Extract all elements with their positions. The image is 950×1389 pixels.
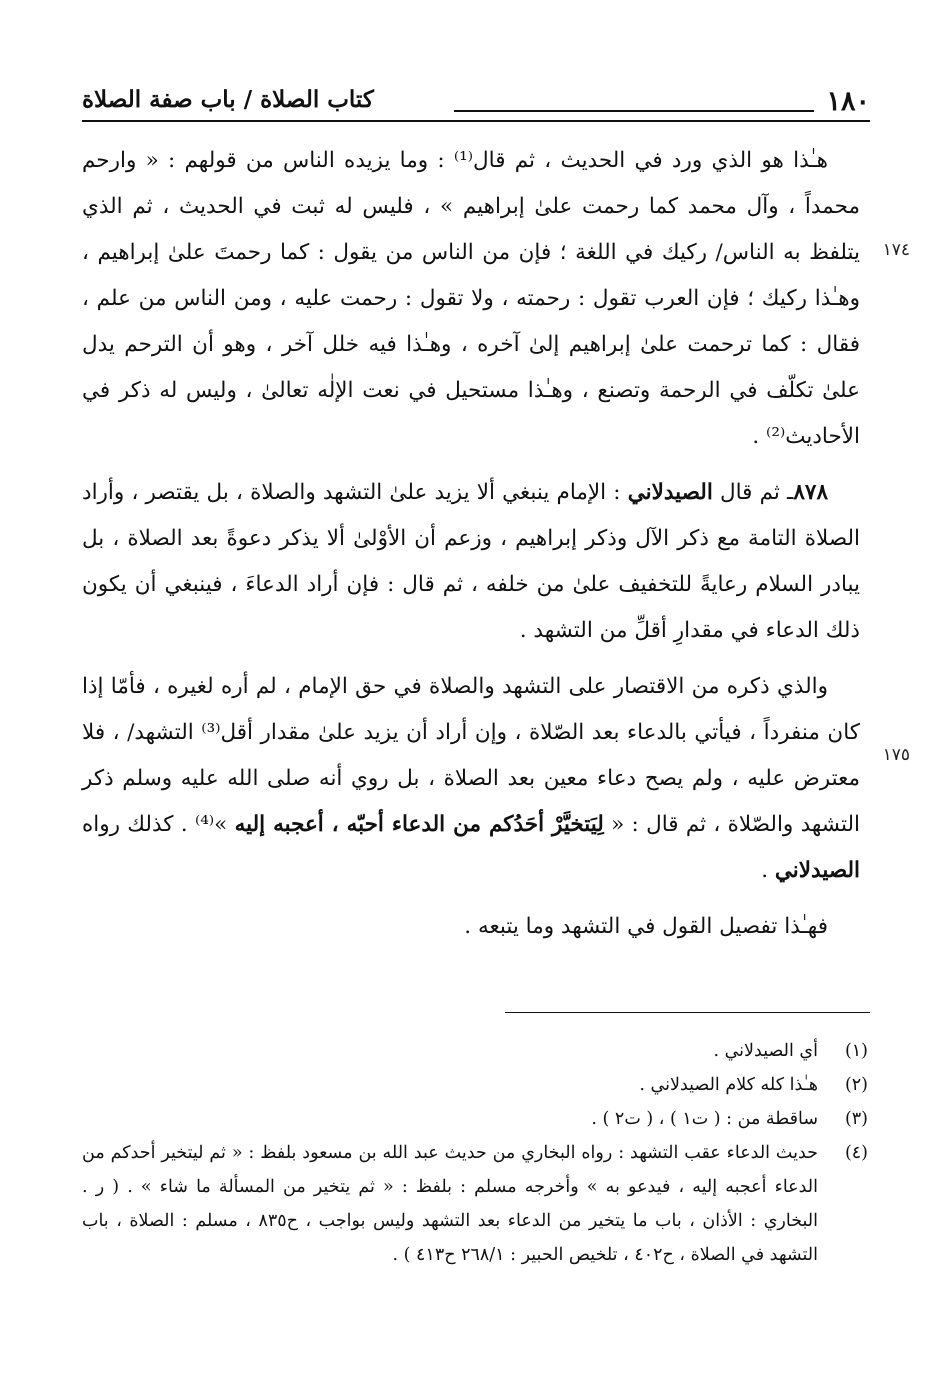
footnote	[82, 1102, 868, 1136]
footnote-text: ساقطة من : ( ت١ ) ، ( ت٢ ) .	[591, 1109, 818, 1129]
paragraph-text: : الإمام ينبغي ألا يزيد علىٰ التشهد والصلاة ، بل يقتصر ، وأراد الصلاة التامة مع ذكر الآل وذكر إبراهيم ، وزعم أن الأوْلىٰ ألا يذكر دعوةً بعد الصلاة ، بل يبادر السلام رعايةً للتخفيف علىٰ من خلفه ، ثم قال : فإن أراد الدعاءَ ، فينبغي أن يكون ذلك الدعاء في مقدارِ أقلِّ من التشهد .	[82, 480, 860, 643]
scholar-name: الصيدلاني	[627, 480, 713, 505]
hadith-quote: لِيَتخيَّرْ أحَدُكم من الدعاء أحبّه ، أعجبه إليه	[234, 812, 604, 837]
scholar-name: الصيدلاني	[774, 858, 860, 883]
header-rule	[454, 110, 814, 112]
paragraph-end: .	[761, 858, 775, 883]
footnote	[82, 1136, 868, 1272]
footnote-divider	[505, 1012, 870, 1013]
running-title: كتاب الصلاة / باب صفة الصلاة	[82, 86, 374, 113]
footnote	[82, 1034, 868, 1068]
footnote-text: هـٰذا كله كلام الصيدلاني .	[639, 1075, 818, 1095]
paragraph	[82, 904, 860, 950]
paragraph-text: هـٰذا هو الذي ورد في الحديث ، ثم قال⁽¹⁾ : وما يزيده الناس من قولهم : « وارحم محمداً ، وآل محمد كما رحمت علىٰ إبراهيم » ، فليس له ثبت في الحديث ، ثم الذي يتلفظ به الناس/ ركيك في اللغة ؛ فإن من الناس من يقول : كما رحمتَ علىٰ إبراهيم ، وهـٰذا ركيك ؛ فإن العرب تقول : رحمته ، ولا تقول : رحمت عليه ، ومن الناس من علم ، فقال : كما ترحمت علىٰ إبراهيم إلىٰ آخره ، وهـٰذا فيه خلل آخر ، وهو أن الترحم يدل علىٰ تكلّف في الرحمة وتصنع ، وهـٰذا مستحيل في نعت الإلٰه تعالىٰ ، وليس له ذكر في الأحاديث⁽²⁾ .	[82, 148, 860, 449]
footnote-text: حديث الدعاء عقب التشهد : رواه البخاري من حديث عبد الله بن مسعود بلفظ : « ثم ليتخير أحدكم من الدعاء أعجبه إليه ، فيدعو به » وأخرجه مسلم : بلفظ : « ثم يتخير من المسألة ما شاء » . ( ر . البخاري : الأذان ، باب ما يتخير من الدعاء بعد التشهد وليس بواجب ، ح٨٣٥ ، مسلم : الصلاة ، باب التشهد في الصلاة ، ح٤٠٢ ، تلخيص الحبير : ٢٦٨/١ ح٤١٣ ) .	[82, 1143, 818, 1265]
paragraph-text: والذي ذكره من الاقتصار على التشهد والصلاة في حق الإمام ، لم أره لغيره ، فأمّا إذا كان منفرداً ، فيأتي بالدعاء بعد الصّلاة ، وإن أراد أن يزيد علىٰ مقدار أقل⁽³⁾ التشهد/ ، فلا معترض عليه ، ولم يصح دعاء معين بعد الصلاة ، بل روي أنه صلى الله عليه وسلم ذكر التشهد والصّلاة ، ثم قال : «	[82, 674, 860, 837]
footnote-number: (١)	[844, 1041, 868, 1061]
paragraph-text: فهـٰذا تفصيل القول في التشهد وما يتبعه .	[464, 914, 828, 939]
footnote-number: (٢)	[844, 1075, 868, 1095]
margin-folio-number: ١٧٤	[882, 240, 910, 260]
footnote-text: أي الصيدلاني .	[713, 1041, 818, 1061]
margin-folio-number: ١٧٥	[882, 745, 910, 765]
paragraph	[82, 664, 860, 894]
header-divider	[82, 120, 870, 122]
footnote-number: (٣)	[844, 1109, 868, 1129]
main-text	[82, 138, 860, 960]
footnote	[82, 1068, 868, 1102]
running-header	[82, 84, 870, 118]
footnotes	[82, 1034, 868, 1272]
paragraph-tail: »⁽⁴⁾ . كذلك رواه	[82, 812, 235, 837]
paragraph	[82, 470, 860, 654]
paragraph-lead: ـ ثم قال	[712, 480, 794, 505]
issue-number: ٨٧٨	[793, 480, 829, 505]
paragraph	[82, 138, 860, 460]
page-number: ١٨٠	[826, 86, 870, 117]
footnote-number: (٤)	[844, 1143, 868, 1163]
